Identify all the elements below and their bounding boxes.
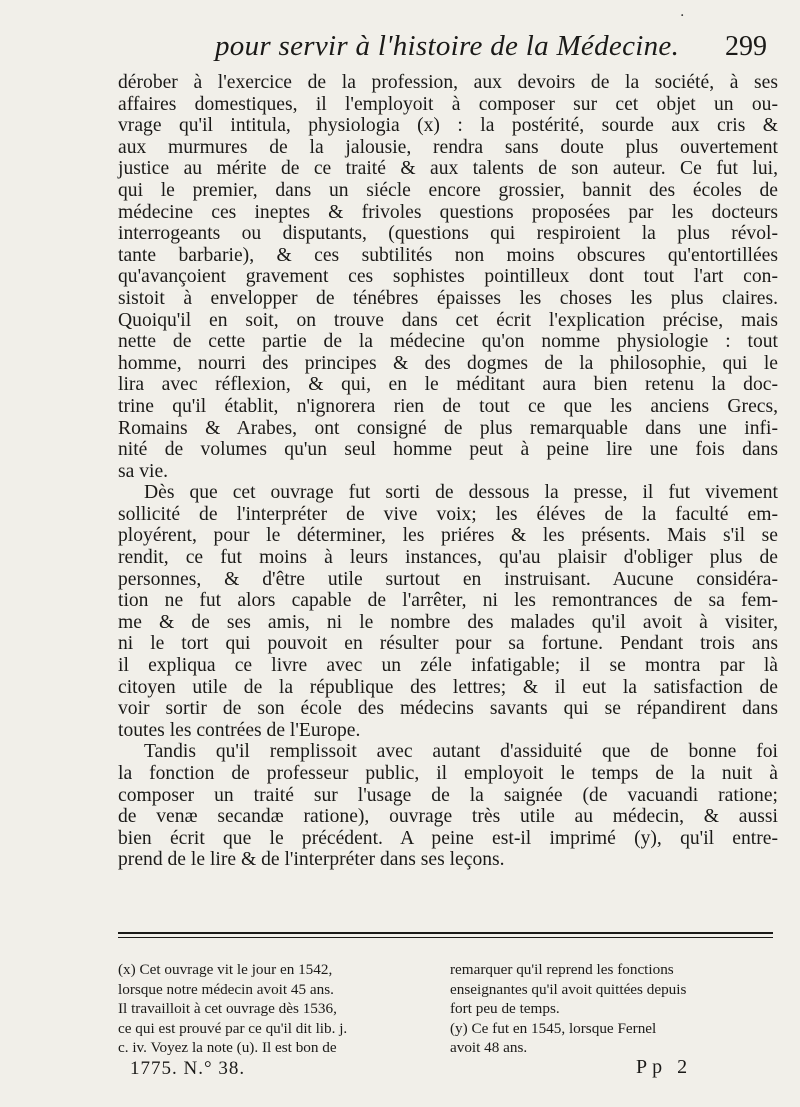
text-line: la fonction de professeur public, il employoit le temps de la nuit à <box>118 763 778 784</box>
text-line: aux murmures de la jalousie, rendra sans doute plus ouvertement <box>118 136 778 158</box>
footnote-line: enseignantes qu'il avoit quittées depuis <box>450 980 687 998</box>
footnote-line: fort peu de temps. <box>450 1000 560 1017</box>
footnote-line: lorsque notre médecin avoit 45 ans. <box>118 980 334 998</box>
body-text <box>118 72 778 871</box>
text-line: Quoiqu'il en soit, on trouve dans cet écrit l'explication précise, mais <box>118 309 778 331</box>
footnote-line: remarquer qu'il reprend les fonctions <box>450 961 674 978</box>
footnote-column-right <box>450 960 778 1058</box>
margin-speck: · <box>680 8 685 24</box>
paragraph <box>118 72 778 482</box>
text-line: Dès que cet ouvrage fut sorti de dessous la presse, il fut vivement <box>144 482 778 504</box>
text-line: il expliqua ce livre avec un zéle infatigable; il se montra par là <box>118 655 778 677</box>
text-line: prend de le lire & de l'interpréter dans ses leçons. <box>118 849 505 871</box>
text-line: nette de cette partie de la médecine qu'on nomme physiologie : tout <box>118 331 778 353</box>
text-line: bien écrit que le précédent. A peine est-il imprimé (y), qu'il entre- <box>118 827 778 849</box>
text-line: justice au mérite de ce traité & aux talents de son auteur. Ce fut lui, <box>118 158 778 180</box>
text-line: qu'avançoient gravement ces sophistes pointilleux dont tout l'art con- <box>118 266 778 288</box>
text-line: citoyen utile de la république des lettres; & il eut la satisfaction de <box>118 676 778 698</box>
text-line: tante barbarie), & ces subtilités non moins obscures qu'entortillées <box>118 244 778 266</box>
text-line: lira avec réflexion, & qui, en le méditant aura bien retenu la doc- <box>118 374 778 396</box>
footnote-column-left <box>118 960 436 1058</box>
running-title: pour servir à l'histoire de la Médecine. <box>215 30 680 62</box>
text-line: interrogeants ou disputants, (questions qui respiroient la plus révol- <box>118 223 778 245</box>
text-line: médecine ces ineptes & frivoles questions proposées par les docteurs <box>118 201 778 223</box>
footnote-line: avoit 48 ans. <box>450 1039 528 1056</box>
text-line: ni le tort qui pouvoit en résulter pour sa fortune. Pendant trois ans <box>118 633 778 655</box>
footnote-line: (x) Cet ouvrage vit le jour en 1542, <box>118 961 333 978</box>
text-line: dérober à l'exercice de la profession, aux devoirs de la société, à ses <box>118 72 778 93</box>
text-line: Romains & Arabes, ont consigné de plus remarquable dans une infi- <box>118 417 778 439</box>
text-line: ployérent, pour le déterminer, les priéres & les présents. Mais s'il se <box>118 525 778 547</box>
text-line: rendit, ce fut moins à leurs instances, qu'au plaisir d'obliger plus de <box>118 547 778 569</box>
sheet-mark: Pp 2 <box>636 1056 693 1078</box>
text-line: toutes les contrées de l'Europe. <box>118 719 361 741</box>
footnote-line: Il travailloit à cet ouvrage dès 1536, <box>118 1000 337 1017</box>
printer-signature: 1775. N.° 38. <box>130 1058 246 1079</box>
text-line: tion ne fut alors capable de l'arrêter, ni les remontrances de sa fem- <box>118 590 778 612</box>
footnote-line: (y) Ce fut en 1545, lorsque Fernel <box>450 1019 657 1037</box>
text-line: qui le premier, dans un siécle encore grossier, bannit des écoles de <box>118 179 778 201</box>
page-number: 299 <box>725 31 767 62</box>
footnote-line: c. iv. Voyez la note (u). Il est bon de <box>118 1039 337 1056</box>
text-line: nité de volumes qu'un seul homme peut à peine lire une fois dans <box>118 439 778 461</box>
text-line: composer un traité sur l'usage de la saignée (de vacuandi ratione; <box>118 784 778 806</box>
footnote-line: ce qui est prouvé par ce qu'il dit lib. j. <box>118 1019 348 1037</box>
paragraph <box>118 482 778 741</box>
text-line: Tandis qu'il remplissoit avec autant d'assiduité que de bonne foi <box>144 741 778 763</box>
text-line: sollicité de l'interpréter de vive voix; les éléves de la faculté em- <box>118 503 778 525</box>
text-line: trine qu'il établit, n'ignorera rien de tout ce que les anciens Grecs, <box>118 395 778 417</box>
paragraph <box>118 741 778 871</box>
text-line: sa vie. <box>118 460 169 482</box>
text-line: sistoit à envelopper de ténébres épaisses les choses les plus claires. <box>118 287 778 309</box>
footnote-rule <box>118 932 773 934</box>
text-line: de venæ secandæ ratione), ouvrage très utile au médecin, & aussi <box>118 806 778 828</box>
text-line: personnes, & d'être utile surtout en instruisant. Aucune considéra- <box>118 568 778 590</box>
footnote-rule-thin <box>118 937 773 938</box>
text-line: affaires domestiques, il l'employoit à composer sur cet objet un ou- <box>118 93 778 115</box>
text-line: me & de ses amis, ni le nombre des malades qu'il avoit à visiter, <box>118 611 778 633</box>
page-header <box>215 30 775 70</box>
text-line: homme, nourri des principes & des dogmes de la philosophie, qui le <box>118 352 778 374</box>
text-line: voir sortir de son école des médecins savants qui se répandirent dans <box>118 698 778 720</box>
text-line: vrage qu'il intitula, physiologia (x) : la postérité, sourde aux cris & <box>118 115 778 137</box>
